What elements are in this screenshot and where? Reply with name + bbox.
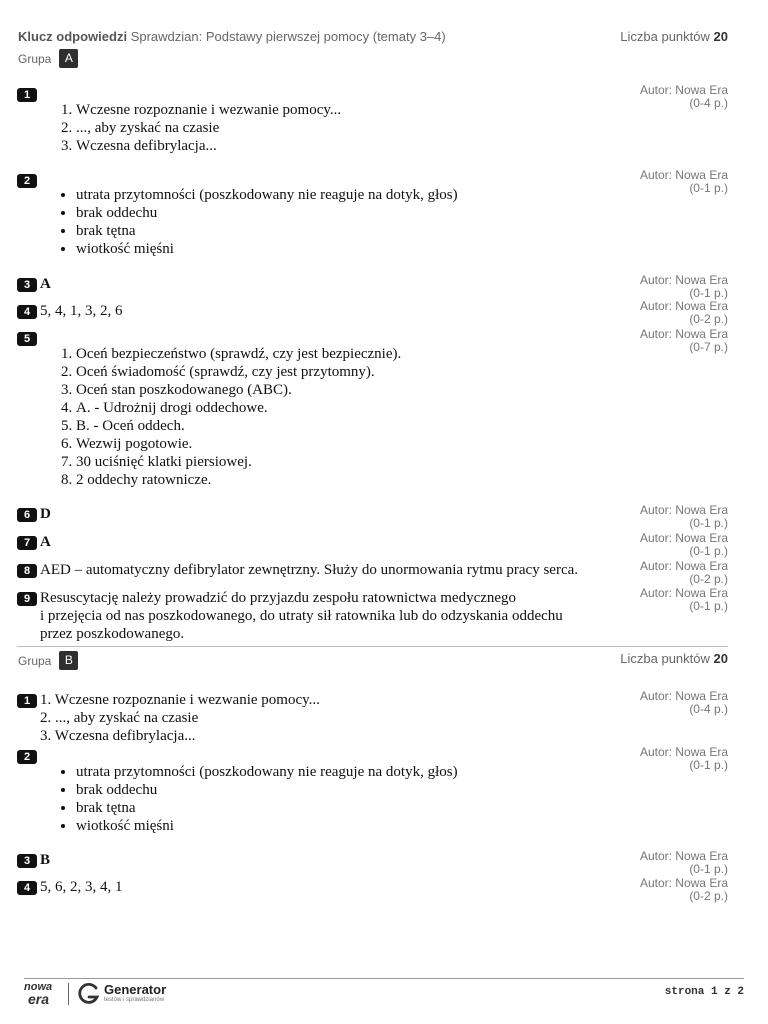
b-question-1-line-3: 3. Wczesna defibrylacja...	[40, 728, 196, 744]
header-points	[620, 29, 728, 44]
question-4-meta	[640, 300, 728, 326]
question-1-number: 1	[17, 88, 37, 102]
list-item: 6. Wezwij pogotowie.	[76, 435, 401, 453]
group-b-points-label: Liczba punktów	[620, 651, 710, 666]
logo-nowa-text: nowa	[24, 981, 53, 993]
points-label: Liczba punktów	[620, 29, 710, 44]
question-4-answer: 5, 4, 1, 3, 2, 6	[40, 303, 123, 319]
points-value: 20	[713, 29, 728, 44]
group-b-points-value: 20	[713, 651, 728, 666]
question-9-points: (0-1 p.)	[689, 599, 728, 613]
logo-era-text: era	[28, 991, 50, 1007]
b-question-1-author: Autor: Nowa Era	[639, 689, 728, 703]
question-9-meta	[640, 587, 728, 613]
b-question-3-meta	[640, 850, 728, 876]
question-4-number: 4	[17, 305, 37, 319]
list-item: 4. A. - Udrożnij drogi oddechowe.	[76, 399, 401, 417]
list-item: 1. Oceń bezpieczeństwo (sprawdź, czy jest bezpiecznie).	[76, 345, 401, 363]
question-6-points: (0-1 p.)	[689, 516, 728, 530]
question-8-points: (0-2 p.)	[689, 572, 728, 586]
b-question-3-answer: B	[40, 852, 51, 868]
b-question-3-points: (0-1 p.)	[689, 862, 728, 876]
question-7-answer: A	[40, 534, 51, 550]
b-question-1-line-1: 1. Wczesne rozpoznanie i wezwanie pomocy...	[40, 692, 320, 708]
group-b-label: Grupa	[18, 653, 52, 668]
b-question-4-meta	[640, 877, 728, 903]
question-9-answer-line-3: przez poszkodowanego.	[40, 626, 185, 642]
question-3-answer: A	[40, 276, 51, 292]
question-1-answer-list	[54, 101, 341, 155]
question-9-answer-line-1: Resuscytację należy prowadzić do przyjazdu zespołu ratownictwa medycznego	[40, 590, 517, 606]
question-4-author: Autor: Nowa Era	[639, 299, 728, 313]
list-item: • utrata przytomności (poszkodowany nie reaguje na dotyk, głos)	[76, 186, 458, 204]
generator-subtitle: testów i sprawdzianów	[104, 997, 165, 1003]
question-7-meta	[640, 532, 728, 558]
footer-divider	[24, 978, 744, 979]
b-question-2-author: Autor: Nowa Era	[639, 745, 728, 759]
question-2-number: 2	[17, 174, 37, 188]
question-1-points: (0-4 p.)	[689, 96, 728, 110]
list-item: 3. Wczesna defibrylacja...	[76, 137, 341, 155]
b-question-2-points: (0-1 p.)	[689, 758, 728, 772]
list-item: 3. Oceń stan poszkodowanego (ABC).	[76, 381, 401, 399]
question-6-answer: D	[40, 506, 51, 522]
question-5-points: (0-7 p.)	[689, 340, 728, 354]
b-question-1-meta	[640, 690, 728, 716]
list-item: 1. Wczesne rozpoznanie i wezwanie pomocy...	[76, 101, 341, 119]
b-question-2-meta	[640, 746, 728, 772]
header-title-bold: Klucz odpowiedzi	[18, 29, 128, 44]
list-item: • wiotkość mięśni	[76, 817, 458, 835]
question-2-answer-list	[40, 186, 458, 258]
group-divider	[17, 646, 728, 647]
question-2-points: (0-1 p.)	[689, 181, 728, 195]
question-7-author: Autor: Nowa Era	[639, 531, 728, 545]
generator-title: Generator	[104, 982, 167, 997]
list-item: • brak oddechu	[76, 781, 458, 799]
b-question-1-number: 1	[17, 694, 37, 708]
list-item: 7. 30 uciśnięć klatki piersiowej.	[76, 453, 401, 471]
b-question-2-answer-list	[40, 763, 458, 835]
group-b-points	[620, 651, 728, 666]
group-a-header	[18, 49, 78, 68]
question-3-points: (0-1 p.)	[689, 286, 728, 300]
group-a-label: Grupa	[18, 51, 52, 66]
group-b-badge: B	[59, 651, 78, 670]
list-item: • utrata przytomności (poszkodowany nie reaguje na dotyk, głos)	[76, 763, 458, 781]
b-question-4-number: 4	[17, 881, 37, 895]
header-title	[18, 29, 446, 44]
b-question-2-number: 2	[17, 750, 37, 764]
group-a-badge: A	[59, 49, 78, 68]
question-4-points: (0-2 p.)	[689, 312, 728, 326]
question-7-number: 7	[17, 536, 37, 550]
b-question-3-author: Autor: Nowa Era	[639, 849, 728, 863]
b-question-4-answer: 5, 6, 2, 3, 4, 1	[40, 879, 123, 895]
question-3-meta	[640, 274, 728, 300]
question-3-number: 3	[17, 278, 37, 292]
page-indicator: strona 1 z 2	[664, 986, 744, 998]
list-item: 8. 2 oddechy ratownicze.	[76, 471, 401, 489]
b-question-4-points: (0-2 p.)	[689, 889, 728, 903]
list-item: 2. Oceń świadomość (sprawdź, czy jest przytomny).	[76, 363, 401, 381]
question-6-meta	[640, 504, 728, 530]
question-5-meta	[640, 328, 728, 354]
question-9-author: Autor: Nowa Era	[639, 586, 728, 600]
b-question-3-number: 3	[17, 854, 37, 868]
generator-logo-icon	[77, 982, 101, 1006]
list-item: • brak oddechu	[76, 204, 458, 222]
list-item: • brak tętna	[76, 799, 458, 817]
question-8-meta	[640, 560, 728, 586]
b-question-1-line-2: 2. ..., aby zyskać na czasie	[40, 710, 199, 726]
group-b-header	[18, 651, 78, 670]
list-item: 2. ..., aby zyskać na czasie	[76, 119, 341, 137]
header-title-rest: Sprawdzian: Podstawy pierwszej pomocy (tematy 3–4)	[130, 29, 446, 44]
generator-logo-text	[104, 983, 166, 1004]
b-question-4-author: Autor: Nowa Era	[639, 876, 728, 890]
question-9-number: 9	[17, 592, 37, 606]
question-1-meta	[640, 84, 728, 110]
list-item: 5. B. - Oceń oddech.	[76, 417, 401, 435]
question-5-answer-list	[54, 345, 401, 489]
question-2-meta	[640, 169, 728, 195]
list-item: • wiotkość mięśni	[76, 240, 458, 258]
b-question-1-points: (0-4 p.)	[689, 702, 728, 716]
question-9-answer-line-2: i przejęcia od nas poszkodowanego, do utraty sił ratownika lub do odzyskania oddechu	[40, 608, 563, 624]
question-3-author: Autor: Nowa Era	[639, 273, 728, 287]
question-6-author: Autor: Nowa Era	[639, 503, 728, 517]
nowa-era-logo	[24, 982, 64, 1008]
question-1-author: Autor: Nowa Era	[639, 83, 728, 97]
question-8-answer: AED – automatyczny defibrylator zewnętrzny. Służy do unormowania rytmu pracy serca.	[40, 562, 579, 578]
question-7-points: (0-1 p.)	[689, 544, 728, 558]
question-8-number: 8	[17, 564, 37, 578]
list-item: • brak tętna	[76, 222, 458, 240]
question-5-number: 5	[17, 332, 37, 346]
question-6-number: 6	[17, 508, 37, 522]
question-8-author: Autor: Nowa Era	[639, 559, 728, 573]
logo-separator	[68, 983, 69, 1005]
question-5-author: Autor: Nowa Era	[639, 327, 728, 341]
question-2-author: Autor: Nowa Era	[639, 168, 728, 182]
